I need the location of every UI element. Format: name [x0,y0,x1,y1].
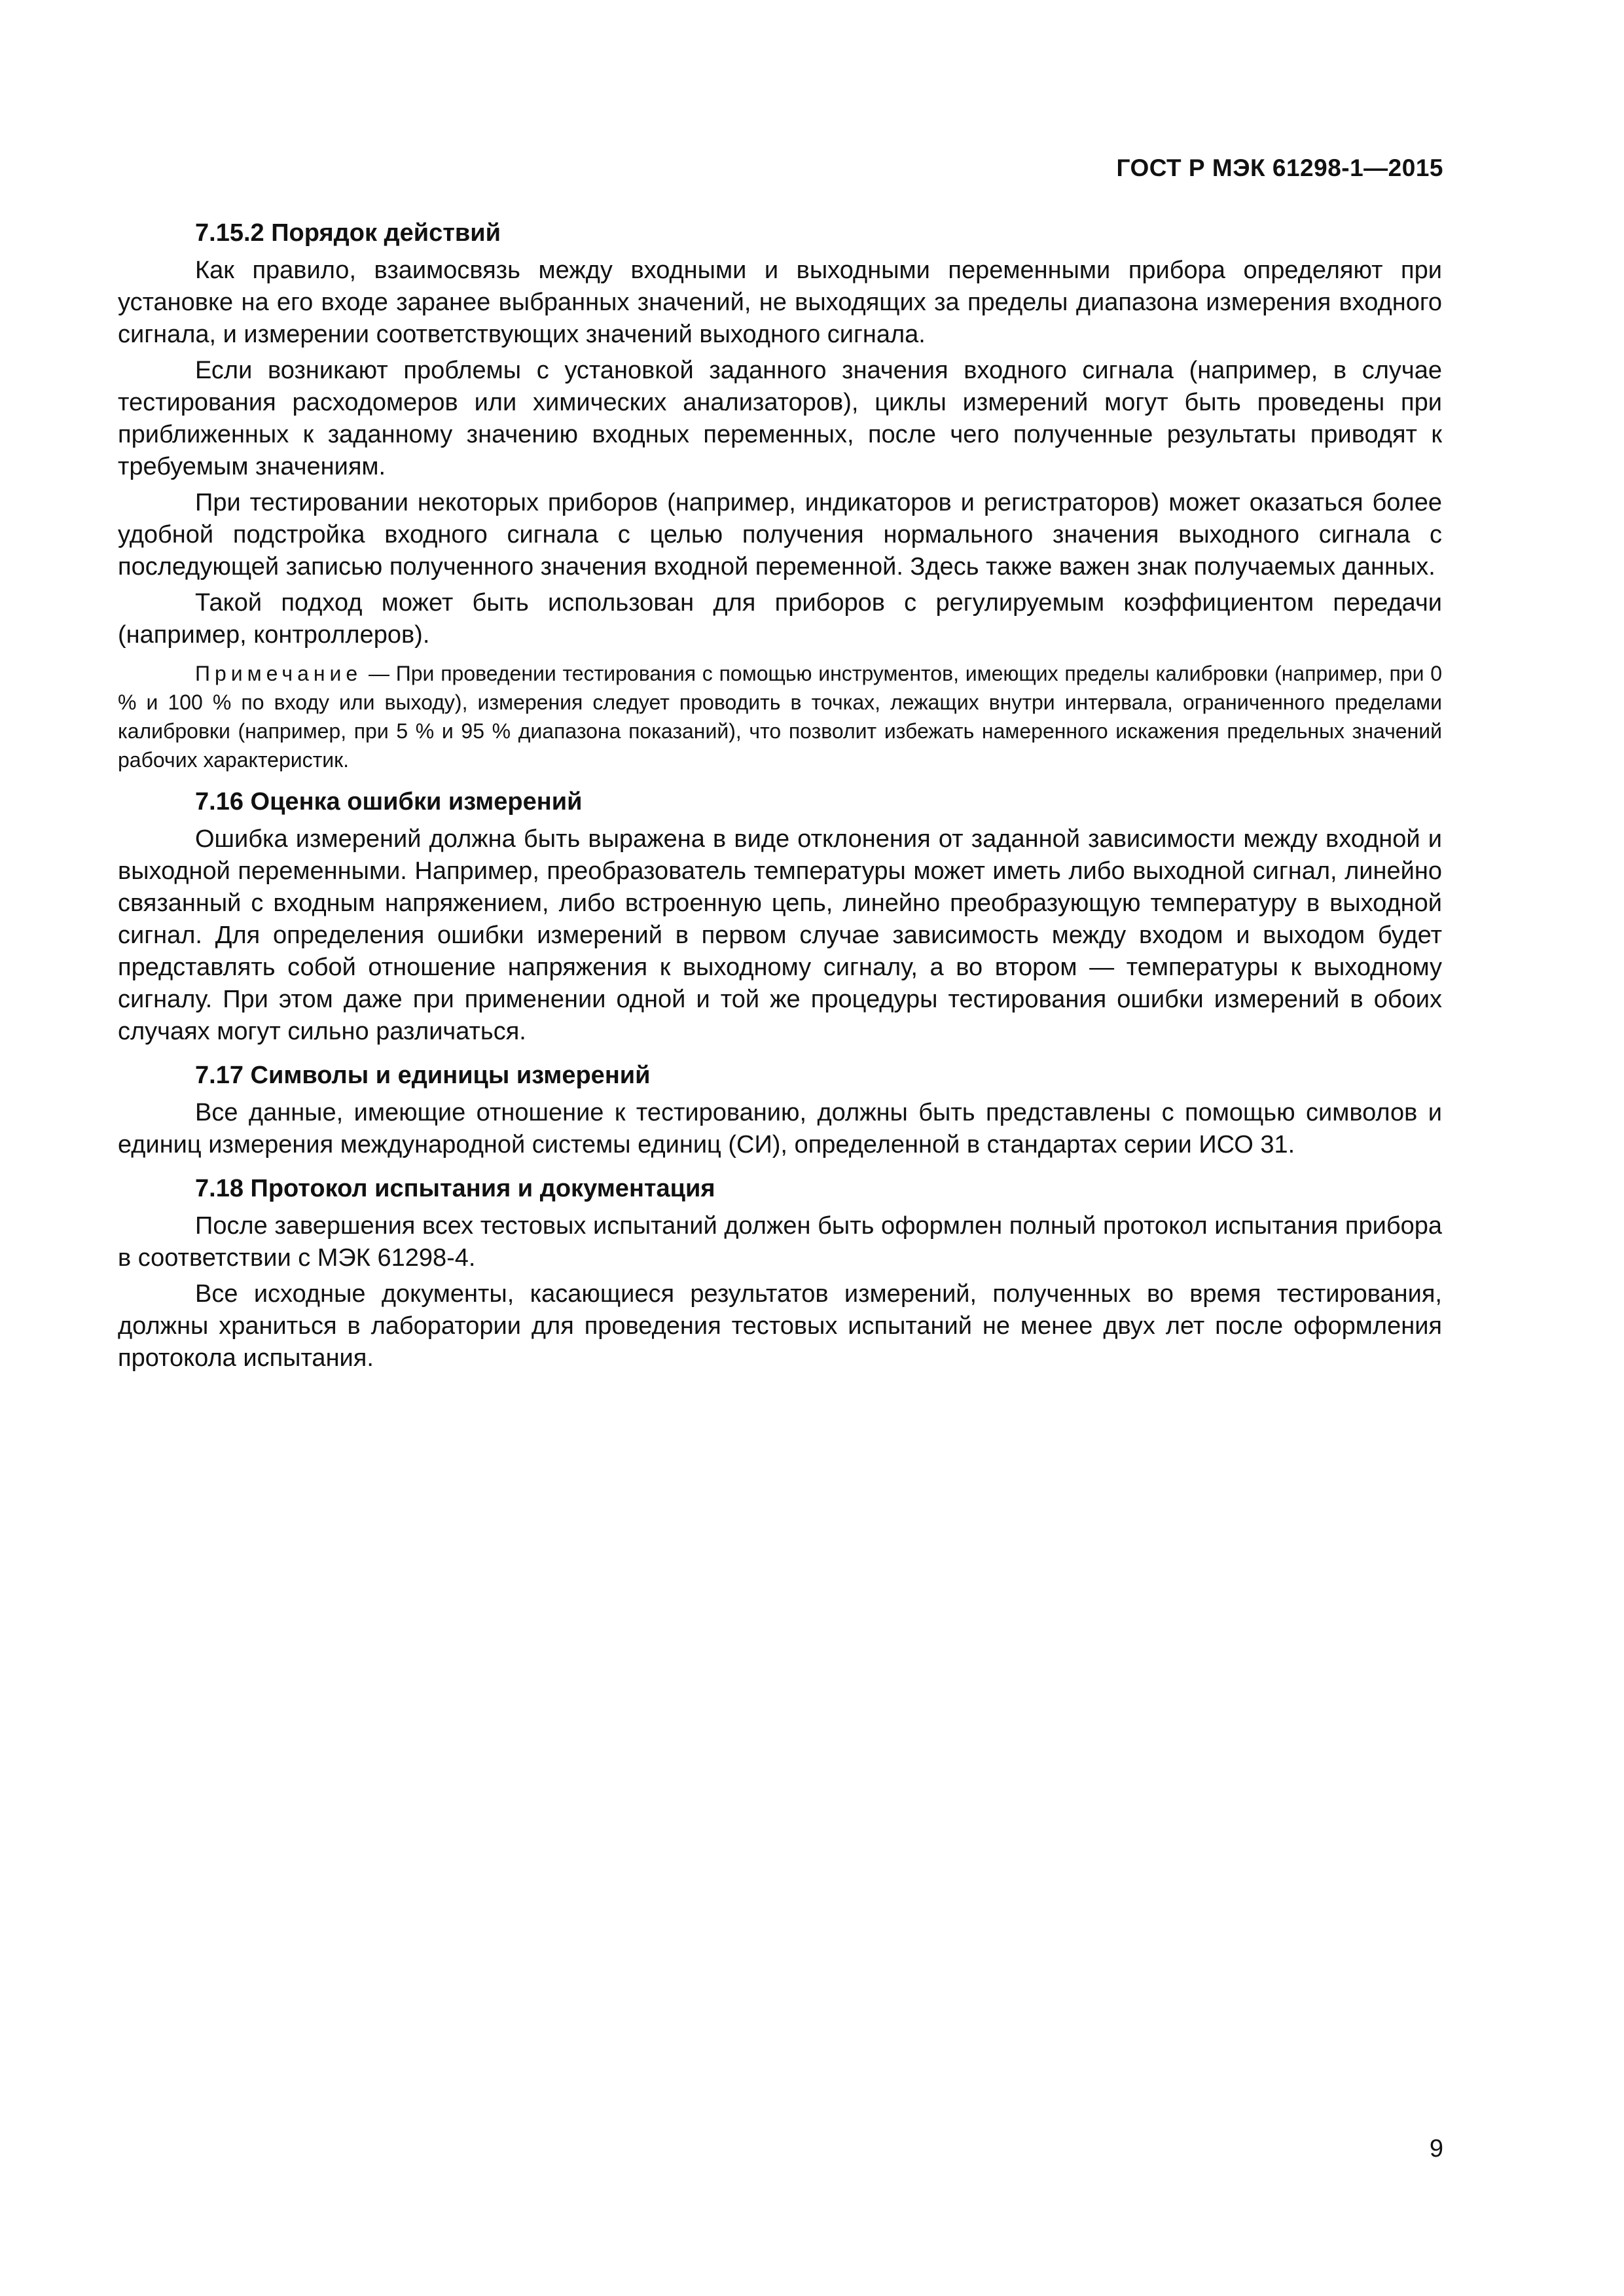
section-heading: 7.15.2 Порядок действий [195,219,501,247]
paragraph: Ошибка измерений должна быть выражена в виде отклонения от заданной зависимости между входной и выходной переменными. Например, преобразователь температуры может иметь либо выходной сигнал, линейно связанный с входным напряжением, либо встроенную цепь, линейно преобразующую температуру в выходной сигнал. Для определения ошибки измерений в первом случае зависимость между входом и выходом будет представлять собой отношение напряжения к выходному сигналу, а во втором — температуры к выходному сигналу. При этом даже при применении одной и той же процедуры тестирования ошибки измерений в обоих случаях могут сильно различаться. [118,825,1442,1045]
section-heading: 7.17 Символы и единицы измерений [195,1062,651,1089]
paragraph: Все исходные документы, касающиеся результатов измерений, полученных во время тестирования, должны храниться в лаборатории для проведения тестовых испытаний не менее двух лет после оформления протокола испытания. [118,1280,1442,1372]
section-7-16 [118,786,1442,1048]
section-7-17 [118,1060,1442,1161]
document-body [118,217,1442,1378]
note-label: Примечание [195,662,363,685]
section-7-15-2 [118,217,1442,774]
paragraph: После завершения всех тестовых испытаний должен быть оформлен полный протокол испытания прибора в соответствии с МЭК 61298-4. [118,1212,1442,1272]
section-heading: 7.18 Протокол испытания и документация [195,1175,715,1202]
section-7-18 [118,1173,1442,1374]
note-text: — При проведении тестирования с помощью инструментов, имеющих пределы калибровки (например, при 0 % и 100 % по входу или выходу), измерения следует проводить в точках, лежащих внутри интервала, ограниченного пределами калибровки (например, при 5 % и 95 % диапазона показаний), что позволит избежать намеренного искажения предельных значений рабочих характеристик. [118,662,1442,772]
page-number: 9 [1429,2135,1443,2162]
standard-code-header: ГОСТ Р МЭК 61298-1—2015 [1116,154,1443,181]
paragraph: При тестировании некоторых приборов (например, индикаторов и регистраторов) может оказаться более удобной подстройка входного сигнала с целью получения нормального значения выходного сигнала с последующей записью полученного значения входной переменной. Здесь также важен знак получаемых данных. [118,489,1442,581]
section-heading: 7.16 Оценка ошибки измерений [195,788,583,816]
note [118,659,1442,774]
paragraph: Такой подход может быть использован для приборов с регулируемым коэффициентом передачи (например, контроллеров). [118,589,1442,649]
paragraph: Как правило, взаимосвязь между входными и выходными переменными прибора определяют при установке на его входе заранее выбранных значений, не выходящих за пределы диапазона измерения входного сигнала, и измерении соответствующих значений выходного сигнала. [118,257,1442,348]
paragraph: Если возникают проблемы с установкой заданного значения входного сигнала (например, в случае тестирования расходомеров или химических анализаторов), циклы измерений могут быть проведены при приближенных к заданному значению входных переменных, после чего полученные результаты приводят к требуемым значениям. [118,357,1442,480]
paragraph: Все данные, имеющие отношение к тестированию, должны быть представлены с помощью символов и единиц измерения международной системы единиц (СИ), определенной в стандартах серии ИСО 31. [118,1099,1442,1158]
